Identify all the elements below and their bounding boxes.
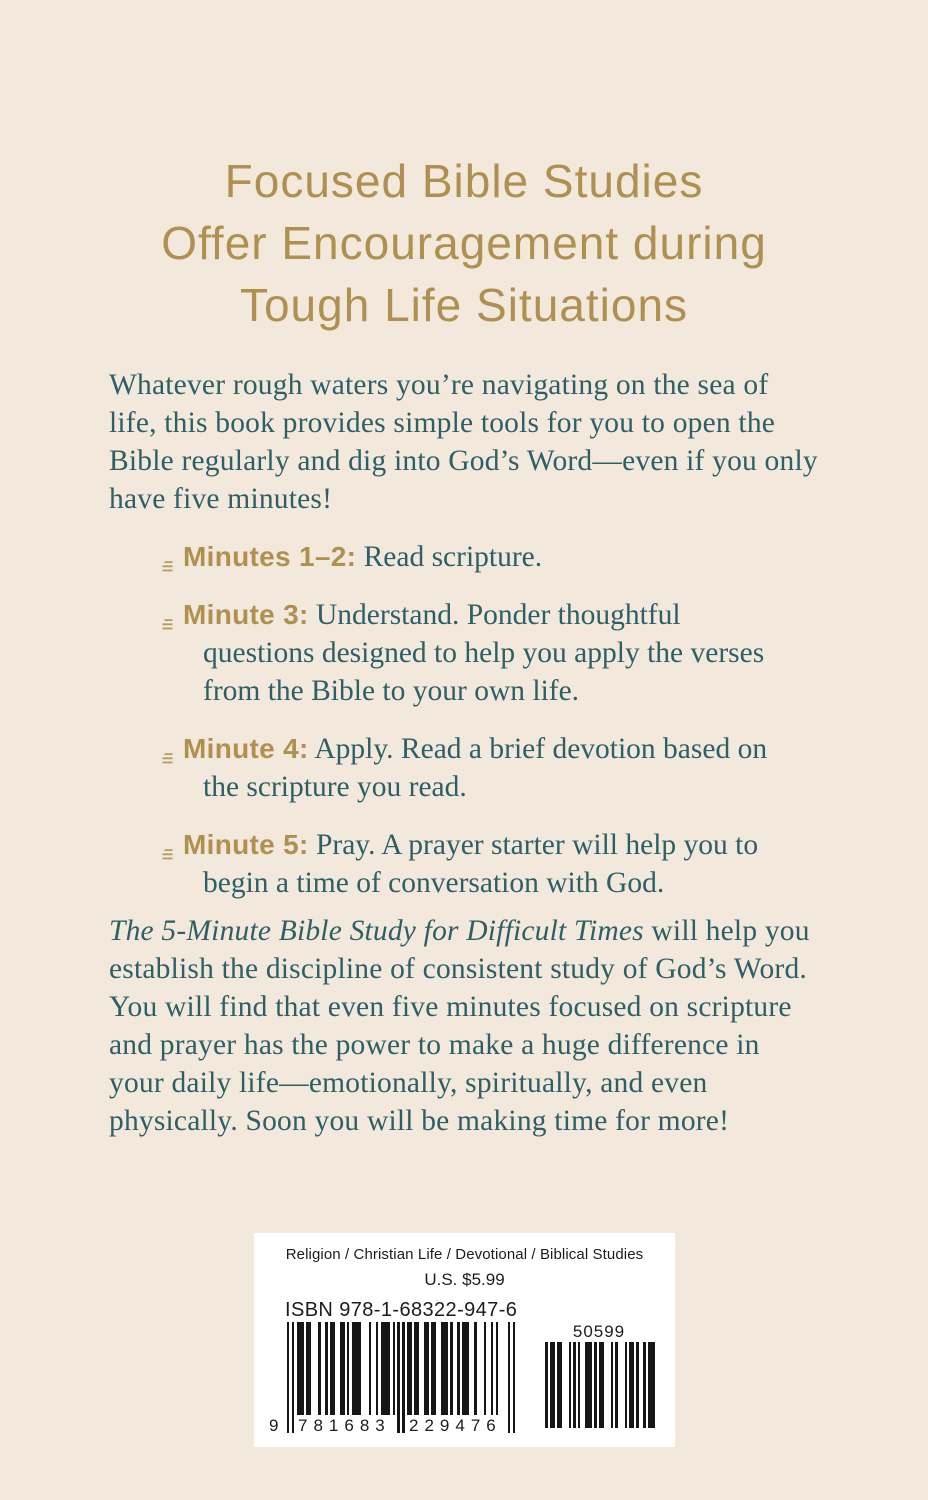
bullet-text: Pray. A prayer starter will help you to begin a time of conversation with God. — [203, 829, 759, 899]
ean5-bars — [543, 1342, 655, 1428]
triple-bar-bullet-icon — [160, 546, 174, 584]
triple-bar-bullet-icon — [160, 604, 174, 642]
triple-bar-bullet-icon — [160, 738, 174, 776]
barcode-box — [254, 1233, 675, 1447]
bullet-text: Apply. Read a brief devotion based on the scripture you read. — [203, 733, 768, 803]
ean5-supplement-label: 50599 — [572, 1322, 626, 1341]
cover-heading — [0, 150, 928, 336]
ean13-digit-group2: 229476 — [409, 1416, 502, 1435]
heading-line-2: Offer Encouragement during — [161, 217, 767, 269]
triple-bar-bullet-icon — [160, 834, 174, 872]
list-item-minute-4 — [160, 730, 780, 806]
bullet-label: Minutes 1–2: — [183, 541, 357, 572]
list-item-minute-3 — [160, 596, 780, 710]
bullet-label: Minute 5: — [183, 829, 309, 860]
heading-line-3: Tough Life Situations — [239, 279, 689, 331]
bullet-label: Minute 4: — [183, 733, 309, 764]
ean5-barcode — [543, 1322, 655, 1428]
list-item-minutes-1-2 — [160, 538, 780, 576]
bullet-text: Understand. Ponder thoughtful questions designed to help you apply the verses from the Bible to your own life. — [203, 599, 765, 707]
closing-text: will help you establish the discipline of consistent study of God’s Word. You will find that even five minutes focused on scripture and prayer has the power to make a huge difference in your daily life—emotionally, spiritually, and even physically. Soon you will be making time for more! — [109, 915, 810, 1137]
bullet-label: Minute 3: — [183, 599, 309, 630]
closing-paragraph — [109, 912, 819, 1140]
minutes-list — [160, 538, 780, 902]
bullet-text: Read scripture. — [356, 541, 543, 573]
isbn-label: ISBN 978-1-68322-947-6 — [285, 1299, 518, 1321]
list-item-minute-5 — [160, 826, 780, 902]
ean13-digit-group1: 781683 — [298, 1416, 391, 1435]
ean13-barcode — [269, 1322, 515, 1435]
category-line: Religion / Christian Life / Devotional / Biblical Studies — [285, 1246, 644, 1263]
heading-line-1: Focused Bible Studies — [224, 155, 704, 207]
ean13-digit-first: 9 — [269, 1416, 279, 1435]
intro-paragraph: Whatever rough waters you’re navigating on the sea of life, this book provides simple tools for you to open the Bible regularly and dig into God’s Word—even if you only have five minutes! — [109, 369, 818, 515]
book-title-italic: The 5-Minute Bible Study for Difficult Times — [109, 915, 644, 947]
price-label: U.S. $5.99 — [424, 1270, 505, 1289]
